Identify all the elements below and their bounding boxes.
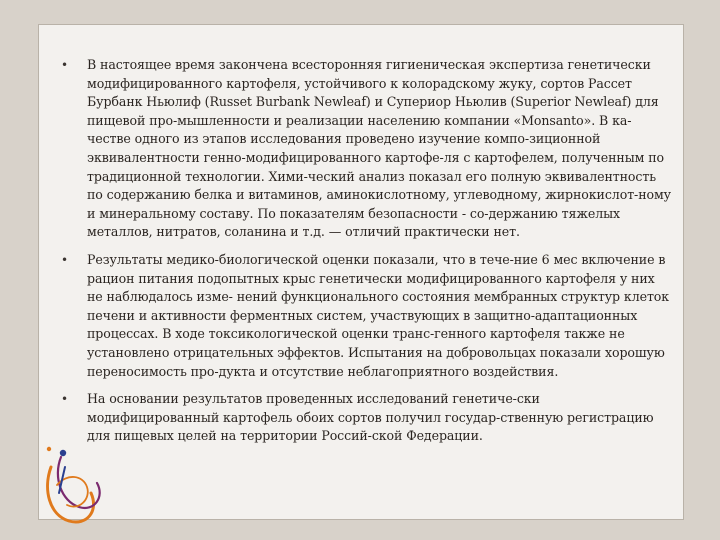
bullet-icon: •: [61, 252, 68, 267]
bullet-icon: •: [61, 58, 68, 72]
bullet-list: [61, 56, 671, 455]
bullet-text: На основании результатов проведенных исследований генетиче-ски модифицированный картофель обоих сортов получил государ-ственную регистрацию для пищевых целей на территории Россий-ской Федерации.: [87, 391, 654, 444]
bullet-item: [61, 390, 671, 446]
slide: [38, 24, 684, 520]
bullet-item: [61, 251, 671, 381]
bullet-icon: •: [61, 392, 68, 407]
bullet-text: В настоящее время закончена всесторонняя гигиеническая экспертиза генетически модифицированного картофеля, устойчивого к колорадскому жуку, сортов Рассет Бурбанк Ньюлиф (Russet Burbank Newleaf) и Супериор Ньюлив (Superior Newleaf) для пищевой про-мышленности и реализации населению компании «Monsanto». В ка-честве одного из этапов исследования проведено изучение компо-зиционной эквивалентности генно-модифицированного картофе-ля с картофелем, полученным по традиционной технологии. Хими-ческий анализ показал его полную эквивалентность по содержанию белка и витаминов, аминокислотному, углеводному, жирнокислот-ному и минеральному составу. По показателям безопасности - со-держанию тяжелых металлов, нитратов, соланина и т.д. — отличий практически нет.: [87, 57, 671, 240]
bullet-text: Результаты медико-биологической оценки показали, что в тече-ние 6 мес включение в рацион питания подопытных крыс генетически модифицированного картофеля у них не наблюдалось изме- нений функционального состояния мембранных структур клеток печени и активности ферментных систем, участвующих в защитно-адаптационных процессах. В ходе токсикологической оценки транс-генного картофеля также не установлено отрицательных эффектов. Испытания на добровольцах показали хорошую переносимость про-дукта и отсутствие неблагоприятного воздействия.: [87, 251, 670, 379]
logo-swirl-icon: [39, 427, 119, 527]
bullet-item: [61, 56, 671, 242]
